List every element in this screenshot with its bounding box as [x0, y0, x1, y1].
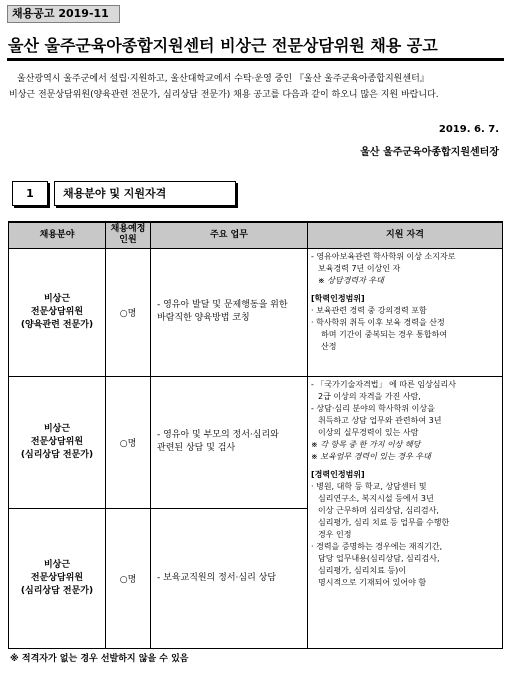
qual-line: 담당 업무내용(심리상담, 심리검사,	[318, 553, 440, 563]
intro-paragraph	[9, 71, 501, 103]
row-count: ○명	[106, 508, 151, 648]
qual-line: 하며 기간이 중복되는 경우 통합하여	[321, 329, 448, 339]
qual-line: 심리평가, 심리 치료 등 업무를 수행한	[318, 517, 450, 527]
notice-number-badge: 채용공고 2019-11	[7, 5, 120, 23]
page-title: 울산 울주군육아종합지원센터 비상근 전문상담위원 채용 공고	[8, 36, 438, 55]
qual-line: 2급 이상의 자격을 가진 사람,	[318, 391, 421, 401]
qual-line: - 영유아보육관련 학사학위 이상 소지자로	[311, 251, 456, 261]
qual-line: · 경력을 증명하는 경우에는 재직기간,	[311, 541, 443, 551]
qual-line: 경우 인정	[318, 529, 352, 539]
header-area: 채용분야	[9, 222, 106, 248]
row-qualification	[308, 376, 503, 648]
section-number: 1	[12, 181, 48, 206]
qual-line: - 상담·심리 분야의 학사학위 이상을	[311, 403, 435, 413]
row-duty: - 영유아 발달 및 문제행동을 위한 바람직한 양육방법 코칭	[151, 248, 308, 376]
header-duty: 주요 업무	[151, 222, 308, 248]
qual-line: 취득하고 상담 업무와 관련하여 3년	[318, 415, 442, 425]
header-count: 채용예정 인원	[106, 222, 151, 248]
row-area: 비상근 전문상담위원 (심리상담 전문가)	[9, 376, 106, 508]
issuing-organization: 울산 울주군육아종합지원센터장	[360, 147, 499, 158]
qual-line: 이상 근무하며 심리상담, 심리검사,	[318, 505, 439, 515]
table-row	[9, 248, 503, 376]
row-qualification	[308, 248, 503, 376]
qual-line: 산정	[321, 341, 337, 351]
qual-line: 심리평가, 심리치료 등)이	[318, 565, 407, 575]
qual-line: 명시적으로 기재되어 있어야 함	[318, 577, 427, 587]
qual-line: ※ 보육업무 경력이 있는 경우 우대	[311, 451, 431, 461]
qual-line: [경력인정범위]	[311, 469, 365, 479]
qual-line: 심리연구소, 복지시설 등에서 3년	[318, 493, 434, 503]
row-duty: - 영유아 및 부모의 정서·심리와 관련된 상담 및 검사	[151, 376, 308, 508]
intro-line-1: 울산광역시 울주군에서 설립·지원하고, 울산대학교에서 수탁·운영 중인 『울산 울주군육아종합지원센터』	[17, 74, 429, 84]
row-area: 비상근 전문상담위원 (심리상담 전문가)	[9, 508, 106, 648]
title-divider	[7, 58, 504, 61]
qual-line: · 보육관련 경력 중 강의경력 포함	[311, 305, 427, 315]
qual-line: [학력인정범위]	[311, 293, 365, 303]
intro-line-2: 비상근 전문상담위원(양육관련 전문가, 심리상담 전문가) 채용 공고를 다음과 같이 하오니 많은 지원 바랍니다.	[9, 90, 439, 100]
qual-line: ※ 상담경력자 우대	[318, 275, 384, 285]
table-row	[9, 376, 503, 508]
row-count: ○명	[106, 248, 151, 376]
table-header-row	[9, 222, 503, 248]
header-qualification: 지원 자격	[308, 222, 503, 248]
qual-line: - 「국가기술자격법」 에 따른 임상심리사	[311, 379, 456, 389]
section-title: 채용분야 및 지원자격	[54, 181, 236, 206]
recruitment-table	[8, 221, 503, 649]
qual-line: 보육경력 7년 이상인 자	[318, 263, 401, 273]
row-duty: - 보육교직원의 정서·심리 상담	[151, 508, 308, 648]
qual-line: ※ 각 항목 중 한 가지 이상 해당	[311, 439, 421, 449]
row-area: 비상근 전문상담위원 (양육관련 전문가)	[9, 248, 106, 376]
notice-date: 2019. 6. 7.	[438, 124, 499, 135]
qual-line: 이상의 실무경력이 있는 사람	[318, 427, 419, 437]
qual-line: · 병원, 대학 등 학교, 상담센터 및	[311, 481, 427, 491]
qual-line: · 학사학위 취득 이후 보육 경력을 산정	[311, 317, 445, 327]
footnote: ※ 적격자가 없는 경우 선발하지 않을 수 있음	[10, 654, 189, 664]
row-count: ○명	[106, 376, 151, 508]
